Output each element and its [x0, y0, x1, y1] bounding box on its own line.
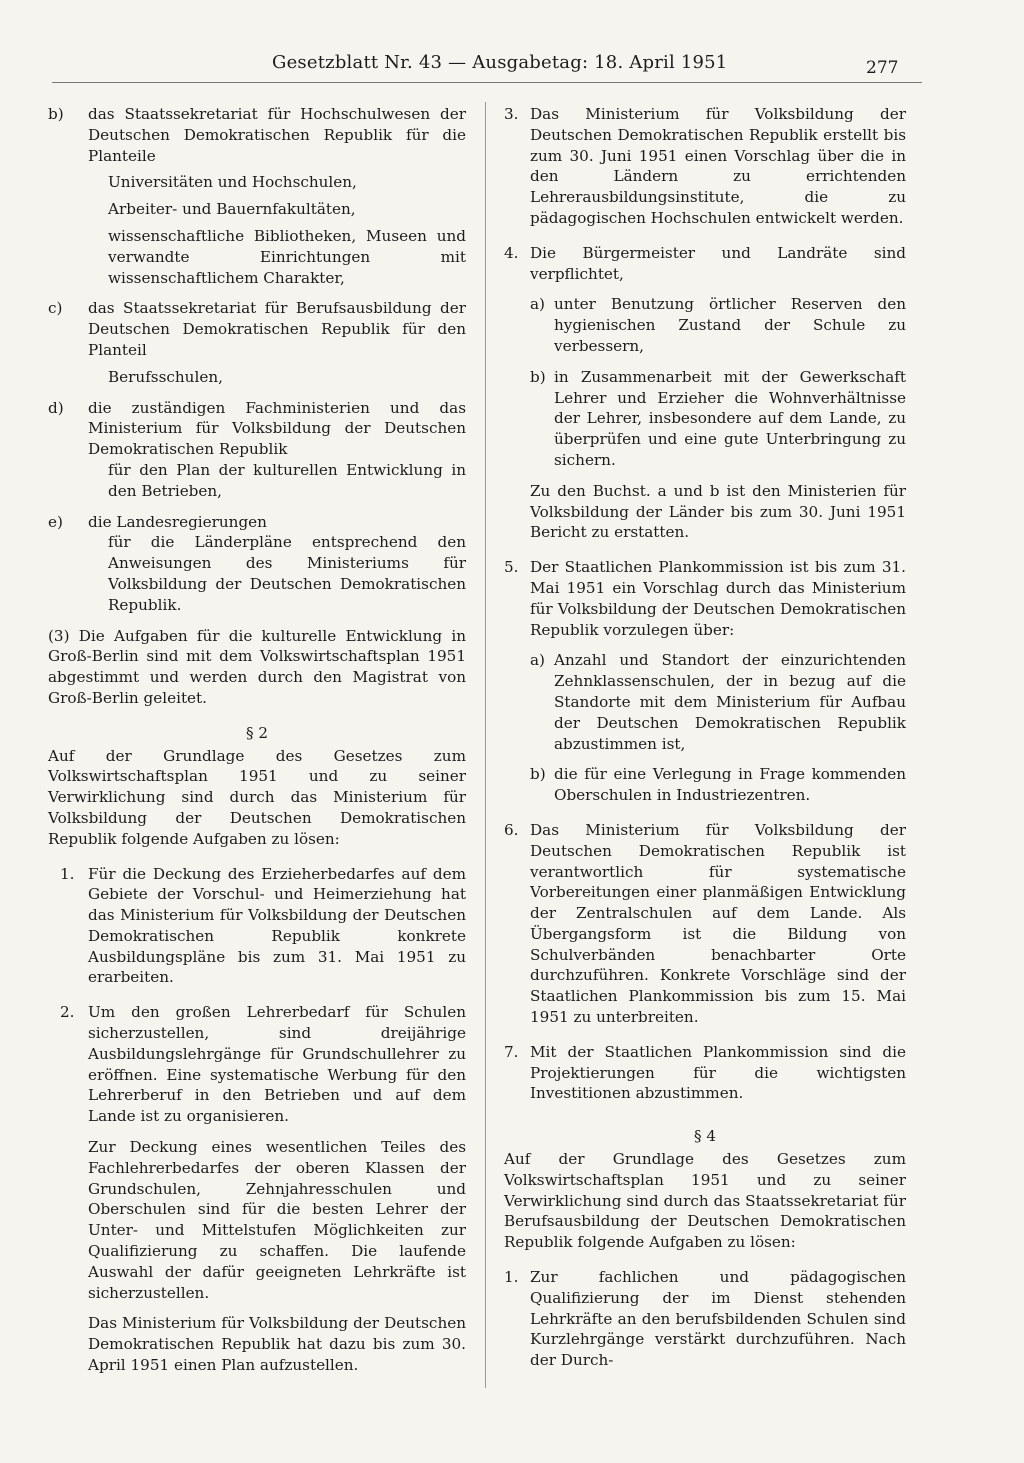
item-text: Die Bürgermeister und Landräte sind verpflichtet, — [530, 243, 906, 283]
item-paragraph: Das Ministerium für Volksbildung der Deutschen Demokratischen Republik hat dazu bis zum 30. April 1951 einen Plan aufzustellen. — [88, 1314, 466, 1375]
sub-item — [504, 294, 906, 356]
item-text: Das Ministerium für Volksbildung der Deutschen Demokratischen Republik erstellt bis zum 30. Juni 1951 einen Vorschlag über die in den Ländern zu errichtenden Lehrerausbildungsinstitute, die zu pädagogischen Hochschulen entwickelt werden. — [530, 105, 906, 227]
item-label: b) — [48, 105, 64, 123]
item-label: 4. — [504, 243, 519, 262]
sub-item — [504, 650, 906, 754]
paragraph-3: (3) Die Aufgaben für die kulturelle Entwicklung in Groß-Berlin sind mit dem Volkswirtschaftsplan 1951 abgestimmt und werden durch den Magistrat von Groß-Berlin geleitet. — [48, 626, 466, 707]
item-text: Anzahl und Standort der einzurichtenden Zehnklassenschulen, der in bezug auf die Standorte mit dem Ministerium für Aufbau der Deutschen Demokratischen Republik abzustimmen ist, — [554, 651, 906, 753]
item-text: das Staatssekretariat für Hochschulwesen der Deutschen Demokratischen Republik für die Planteile — [88, 105, 466, 165]
item-text: Mit der Staatlichen Plankommission sind die Projektierungen für die wichtigsten Investitionen abzustimmen. — [530, 1042, 906, 1103]
planteil-entry: Universitäten und Hochschulen, — [108, 173, 357, 192]
item-text: Für die Deckung des Erzieherbedarfes auf dem Gebiete der Vorschul- und Heimerziehung hat das Ministerium für Volksbildung der Deutschen Demokratischen Republik konkrete Ausbildungspläne bis zum 31. Mai 1951 zu erarbeiten. — [88, 864, 466, 987]
item-text: die zuständigen Fachministerien und das Ministerium für Volksbildung der Deutschen Demokratischen Republik — [88, 398, 466, 459]
section-intro: Auf der Grundlage des Gesetzes zum Volkswirtschaftsplan 1951 und zu seiner Verwirklichung sind durch das Ministerium für Volksbildung der Deutschen Demokratischen Republik folgende Aufgaben zu lösen: — [48, 746, 466, 848]
item-label: 3. — [504, 105, 519, 123]
item-text: das Staatssekretariat für Berufsausbildung der Deutschen Demokratischen Republik für den Planteil — [88, 299, 466, 359]
list-item-b — [48, 104, 466, 166]
item-text: Um den großen Lehrerbedarf für Schulen sicherzustellen, sind dreijährige Ausbildungslehrgänge für Grundschullehrer zu eröffnen. Eine systematische Werbung für den Lehrerberuf in den Betrieben und auf dem Lande ist zu organisieren. — [88, 1003, 466, 1126]
item-label: 2. — [60, 1003, 75, 1022]
item-label: 6. — [504, 820, 519, 839]
left-column — [48, 104, 466, 1376]
planteil-entry: wissenschaftliche Bibliotheken, Museen und verwandte Einrichtungen mit wissenschaftlichem Charakter, — [108, 226, 466, 287]
sub-item — [504, 367, 906, 471]
item-text: unter Benutzung örtlicher Reserven den hygienischen Zustand der Schule zu verbessern, — [554, 295, 906, 355]
item-text: Der Staatlichen Plankommission ist bis zum 31. Mai 1951 ein Vorschlag durch das Ministerium für Volksbildung der Deutschen Demokratischen Republik vorzulegen über: — [530, 558, 906, 639]
numbered-item — [504, 557, 906, 640]
item-text: die für eine Verlegung in Frage kommenden Oberschulen in Industriezentren. — [554, 765, 906, 805]
header-rule — [52, 82, 922, 83]
item-label: b) — [530, 765, 546, 784]
section-heading: § 2 — [245, 723, 269, 742]
item-label: e) — [48, 512, 63, 531]
numbered-item — [504, 820, 906, 1028]
detail-text: für den Plan der kulturellen Entwicklung in den Betrieben, — [108, 460, 466, 500]
list-item-e — [48, 512, 466, 533]
item-label: 1. — [504, 1268, 519, 1287]
numbered-item — [48, 864, 466, 989]
item-label: a) — [530, 651, 545, 670]
section-intro: Auf der Grundlage des Gesetzes zum Volkswirtschaftsplan 1951 und zu seiner Verwirklichung sind durch das Staatssekretariat für Berufsausbildung der Deutschen Demokratischen Republik folgende Aufgaben zu lösen: — [504, 1150, 906, 1252]
item-label: b) — [530, 367, 546, 386]
item-label: 1. — [60, 864, 75, 883]
planteil-list — [48, 367, 466, 388]
item-text: die Landesregierungen — [88, 512, 267, 531]
numbered-item — [48, 1002, 466, 1127]
planteil-entry: Arbeiter- und Bauernfakultäten, — [108, 200, 356, 219]
numbered-item — [504, 104, 906, 229]
page-number: 277 — [866, 58, 899, 78]
numbered-item — [504, 243, 906, 285]
page-header: Gesetzblatt Nr. 43 — Ausgabetag: 18. April 1951 — [272, 52, 728, 73]
item-label: 5. — [504, 558, 519, 577]
list-item-c — [48, 298, 466, 360]
item-text: in Zusammenarbeit mit der Gewerkschaft Lehrer und Erzieher die Wohnverhältnisse der Lehrer, insbesondere auf dem Lande, zu überprüfen und eine gute Unterbringung zu sichern. — [554, 367, 906, 469]
item-text: Das Ministerium für Volksbildung der Deutschen Demokratischen Republik ist verantwortlich für systematische Vorbereitungen einer planmäßigen Entwicklung der Zentralschulen auf dem Lande. Als Übergangsform ist die Bildung von Schulverbänden benachbarter Orte durchzuführen. Konkrete Vorschläge sind der Staatlichen Plankommission bis zum 15. Mai 1951 zu unterbreiten. — [530, 820, 906, 1027]
item-label: d) — [48, 398, 64, 417]
sub-item — [504, 764, 906, 806]
item-label: a) — [530, 295, 545, 314]
item-label: c) — [48, 299, 63, 318]
item-paragraph: Zur Deckung eines wesentlichen Teiles des Fachlehrerbedarfes der oberen Klassen der Grundschulen, Zehnjahresschulen und Oberschulen sind für die besten Lehrer der Unter- und Mittelstufen Möglichkeiten zur Qualifizierung zu schaffen. Die laufende Auswahl der dafür geeigneten Lehrkräfte ist sicherzustellen. — [88, 1138, 466, 1302]
item-label: 7. — [504, 1042, 519, 1061]
item-note: Zu den Buchst. a und b ist den Ministerien für Volksbildung der Länder bis zum 30. Juni 1951 Bericht zu erstatten. — [530, 481, 906, 542]
item-detail — [48, 460, 466, 502]
item-detail — [48, 532, 466, 615]
list-item-d — [48, 398, 466, 460]
right-column — [504, 104, 906, 1371]
item-text: Zur fachlichen und pädagogischen Qualifizierung der im Dienst stehenden Lehrkräfte an den berufsbildenden Schulen sind Kurzlehrgänge verstärkt durchzuführen. Nach der Durch- — [530, 1268, 906, 1370]
planteil-entry: Berufsschulen, — [108, 367, 223, 386]
section-heading: § 4 — [693, 1127, 717, 1146]
detail-text: für die Länderpläne entsprechend den Anweisungen des Ministeriums für Volksbildung der Deutschen Demokratischen Republik. — [108, 533, 466, 614]
numbered-item — [504, 1267, 906, 1371]
planteile-list — [48, 172, 466, 288]
column-divider — [485, 102, 486, 1388]
numbered-item — [504, 1042, 906, 1104]
